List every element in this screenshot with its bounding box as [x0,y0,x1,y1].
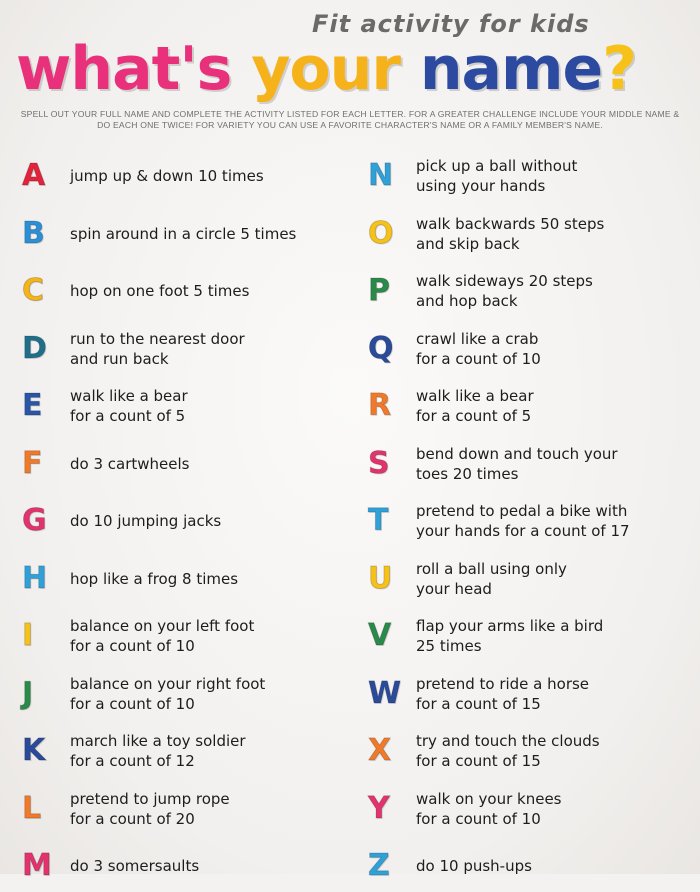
activity-row [368,380,698,432]
activity-letter: D [22,330,47,366]
title-word [231,34,251,104]
activity-text: do 10 jumping jacks [70,512,222,530]
activity-row [22,725,352,777]
activity-text: bend down and touch your toes 20 times [416,444,618,483]
title-word: what's [16,34,232,104]
activity-text: spin around in a circle 5 times [70,224,297,243]
activity-row [22,150,352,202]
activity-row [22,840,352,892]
activity-row [368,610,698,662]
activity-row [368,323,698,375]
activity-letter: V [368,618,392,653]
activity-letter: R [368,388,392,423]
activity-row [368,208,698,260]
title-word: name [419,34,603,104]
activity-letter: Q [368,330,394,366]
activity-row [22,610,352,662]
activity-letter: I [22,618,34,653]
activity-text: hop on one foot 5 times [70,282,250,300]
activity-text: pick up a ball without using your hands [416,157,578,195]
activity-letter: J [22,675,34,711]
activity-letter: E [22,388,43,423]
activity-letter: P [368,273,390,308]
instructions-text: SPELL OUT YOUR FULL NAME AND COMPLETE THE ACTIVITY LISTED FOR EACH LETTER. FOR A GREATER CHALLENGE INCLUDE YOUR MIDDLE NAME & DO EACH ONE TWICE! FOR VARIETY YOU CAN USE A FAVORITE CHARACTER'S NAME OR A FAMILY MEMBER'S NAME. [20,109,680,130]
activity-text: pretend to jump rope for a count of 20 [70,789,230,828]
activity-letter: Z [368,848,390,883]
activity-row [22,323,352,375]
activity-letter: B [22,215,45,251]
title-word: your [251,34,400,104]
activity-text: do 10 push-ups [416,857,532,875]
activity-text: do 3 cartwheels [70,454,190,473]
activity-row [368,783,698,835]
activity-text: balance on your right foot for a count of 10 [70,674,266,713]
activity-text: walk like a bear for a count of 5 [416,387,534,425]
activity-letter: A [22,158,46,193]
activity-letter: K [22,733,46,768]
title-word: ? [602,34,637,104]
activity-letter: Y [368,790,390,826]
activity-row [368,150,698,202]
activity-text: hop like a frog 8 times [70,569,239,588]
activity-row [22,495,352,547]
activity-text: pretend to pedal a bike with your hands for a count of 17 [416,502,630,540]
activity-text: try and touch the clouds for a count of 15 [416,732,600,770]
activity-letter: O [368,215,394,251]
activity-text: march like a toy soldier for a count of 12 [70,732,246,770]
activity-text: walk sideways 20 steps and hop back [416,272,593,310]
activity-row [368,438,698,490]
activity-letter: M [22,848,52,883]
activity-text: flap your arms like a bird 25 times [416,617,604,655]
activity-letter: L [22,790,42,826]
activity-row [368,495,698,547]
activity-text: balance on your left foot for a count of 10 [70,617,255,655]
activity-row [22,265,352,317]
activity-row [368,668,698,720]
title-word [400,34,420,104]
activity-text: pretend to ride a horse for a count of 15 [416,674,590,713]
activity-text: walk backwards 50 steps and skip back [416,214,605,253]
activity-row [22,208,352,260]
activity-row [22,380,352,432]
activity-row [368,725,698,777]
activity-row [368,265,698,317]
activity-text: jump up & down 10 times [70,167,264,185]
activity-row [22,438,352,490]
activity-letter: X [368,733,392,768]
activity-letter: T [368,503,389,538]
activity-row [22,783,352,835]
activity-text: run to the nearest door and run back [70,329,245,368]
activity-text: walk on your knees for a count of 10 [416,789,562,828]
activity-text: roll a ball using only your head [416,559,567,598]
activity-text: walk like a bear for a count of 5 [70,387,188,425]
activity-letter: H [22,560,48,596]
activity-letter: U [368,560,393,596]
activity-letter: N [368,158,394,193]
activity-text: crawl like a crab for a count of 10 [416,329,541,368]
activity-row [368,553,698,605]
sheet-title [16,36,696,106]
sheet-subtitle: Fit activity for kids [312,10,590,38]
activity-text: do 3 somersaults [70,857,200,875]
activity-letter: S [368,445,390,481]
activity-letter: F [22,445,43,481]
activity-letter: W [368,675,402,711]
activity-row [22,553,352,605]
activity-letter: G [22,503,47,538]
activity-letter: C [22,273,45,308]
activity-row [22,668,352,720]
activity-row [368,840,698,892]
